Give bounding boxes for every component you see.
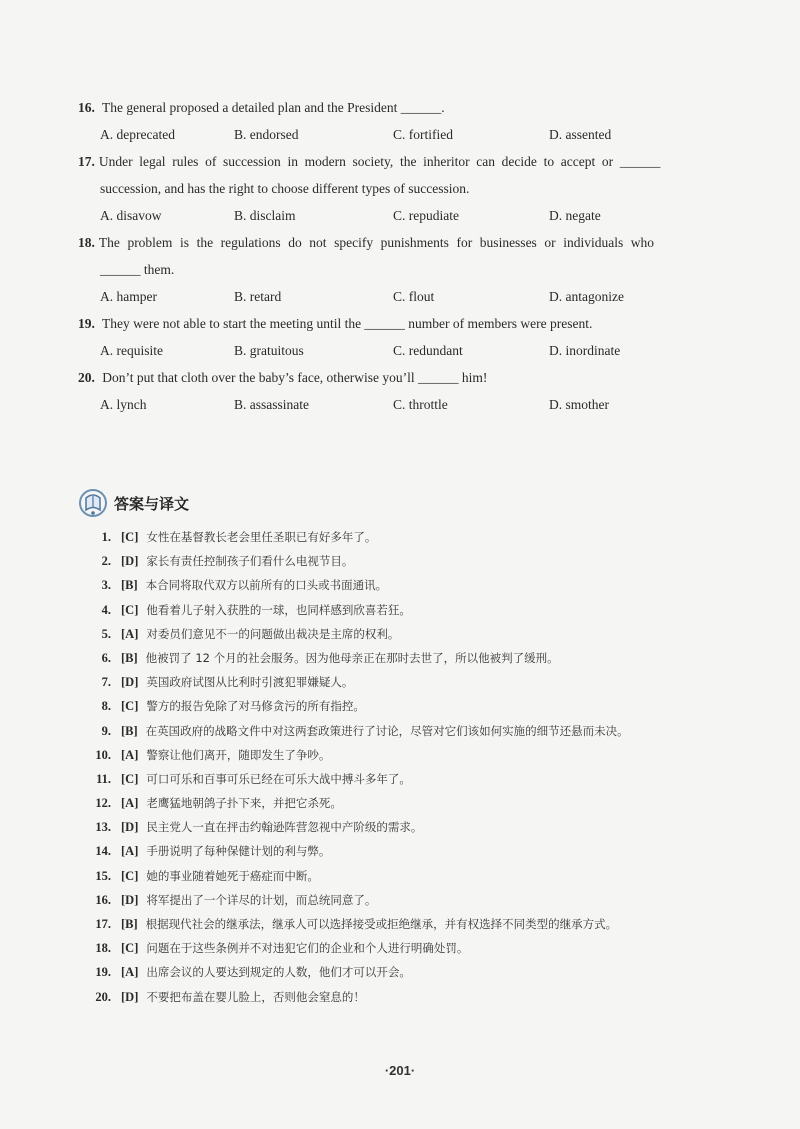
answer-translation: 可口可乐和百事可乐已经在可乐大战中搏斗多年了。 [146,771,411,786]
answer-letter: [D] [121,554,139,569]
question-number: 18. [78,235,95,250]
answer-number: 11. [96,771,111,786]
answer-letter: [A] [121,965,139,980]
question-16 [78,94,718,121]
answer-translation: 在英国政府的战略文件中对这两套政策进行了讨论，尽管对它们该如何实施的细节还悬而未决。 [145,723,629,738]
page-number: ·201· [384,1063,416,1078]
answer-item [86,985,746,1009]
answer-number: 14. [95,844,111,859]
question-stem-continued: ______ them. [100,262,175,277]
answer-letter: [D] [121,892,139,907]
answer-letter: [A] [121,844,139,859]
answer-translation: 问题在于这些条例并不对违犯它们的企业和个人进行明确处罚。 [146,941,469,956]
answer-item [86,694,746,718]
questions-section [78,94,718,418]
answer-letter: [D] [121,989,139,1004]
answer-item [86,743,746,767]
answer-translation: 根据现代社会的继承法，继承人可以选择接受或拒绝继承，并有权选择不同类型的继承方式。 [145,917,618,931]
answer-translation: 民主党人一直在抨击约翰逊阵营忽视中产阶级的需求。 [146,820,423,835]
question-stem: The general proposed a detailed plan and the President ______. [102,100,445,115]
answer-translation: 老鹰猛地朝鸽子扑下来，并把它杀死。 [146,796,342,811]
question-18 [78,229,718,256]
answer-number: 7. [101,675,111,690]
question-stem: They were not able to start the meeting until the ______ number of members were present. [102,316,593,331]
answer-translation: 他看着儿子射入获胜的一球，也同样感到欣喜若狂。 [146,602,411,617]
answer-number: 12. [95,796,111,811]
answer-translation: 手册说明了每种保健计划的利与弊。 [146,844,331,859]
answer-letter: [C] [121,699,139,714]
answer-translation: 将军提出了一个详尽的计划，而总统同意了。 [146,892,377,907]
answer-letter: [B] [121,723,138,738]
answer-item [86,960,746,984]
answer-item [86,815,746,839]
option-c: C. repudiate [393,208,459,223]
answer-translation: 警察让他们离开，随即发生了争吵。 [146,747,331,762]
answer-letter: [B] [121,917,138,931]
answer-item [86,573,746,597]
option-c: C. redundant [393,343,463,358]
answer-letter: [A] [121,796,139,811]
question-17 [78,148,718,175]
option-c: C. throttle [393,397,448,412]
answer-item [86,888,746,912]
answer-translation: 她的事业随着她死于癌症而中断。 [146,868,319,883]
answer-item [86,719,746,743]
answer-number: 8. [101,699,111,714]
answer-letter: [C] [121,602,139,617]
options-18 [78,283,718,310]
question-number: 20. [78,370,95,385]
answer-letter: [B] [121,578,138,593]
answer-item [86,549,746,573]
answer-item [86,598,746,622]
answers-list [86,525,746,1009]
answer-letter: [D] [121,820,139,835]
answer-book-icon [78,488,108,518]
answer-number: 1. [101,530,111,544]
option-b: B. gratuitous [234,343,304,358]
question-19 [78,310,718,337]
option-d: D. antagonize [549,289,624,304]
answer-letter: [D] [121,675,139,690]
option-d: D. inordinate [549,343,621,358]
answer-number: 9. [101,723,111,738]
answer-number: 19. [95,965,111,980]
option-c: C. flout [393,289,435,304]
answer-letter: [C] [121,868,139,883]
options-17 [78,202,718,229]
option-a: A. lynch [100,397,147,412]
question-stem: Under legal rules of succession in modern society, the inheritor can decide to accept or ______ [98,154,661,169]
answers-title: 答案与译文 [114,494,190,513]
answer-letter: [A] [121,626,139,641]
answer-item [86,767,746,791]
answers-header [78,488,189,518]
answer-translation: 女性在基督教长老会里任圣职已有好多年了。 [146,530,377,544]
answer-translation: 英国政府试图从比利时引渡犯罪嫌疑人。 [146,675,354,690]
answer-translation: 本合同将取代双方以前所有的口头或书面通讯。 [145,578,388,593]
answer-translation: 警方的报告免除了对马修贪污的所有指控。 [146,699,365,714]
answer-number: 18. [95,941,111,956]
answer-item [86,670,746,694]
answer-letter: [A] [121,747,139,762]
answer-number: 16. [95,892,111,907]
option-b: B. disclaim [234,208,296,223]
option-d: D. negate [549,208,601,223]
question-number: 16. [78,100,95,115]
answer-translation: 他被罚了 12 个月的社会服务。因为他母亲正在那时去世了，所以他被判了缓刑。 [145,650,559,665]
option-a: A. deprecated [100,127,175,142]
answer-item [86,791,746,815]
question-number: 19. [78,316,95,331]
answer-item [86,839,746,863]
answer-number: 13. [95,820,111,835]
option-d: D. assented [549,127,612,142]
answer-letter: [C] [121,530,139,544]
answer-number: 20. [95,989,111,1004]
answer-translation: 对委员们意见不一的问题做出裁决是主席的权利。 [146,626,400,641]
answer-number: 15. [95,868,111,883]
question-20 [78,364,718,391]
answer-translation: 不要把布盖在婴儿脸上，否则他会窒息的！ [146,989,365,1004]
answer-item [86,912,746,936]
answer-number: 17. [95,917,111,931]
answer-translation: 出席会议的人要达到规定的人数，他们才可以开会。 [146,965,411,980]
option-b: B. retard [234,289,282,304]
question-stem-continued: succession, and has the right to choose different types of succession. [100,181,470,196]
option-d: D. smother [549,397,609,412]
answer-number: 5. [101,626,111,641]
answer-translation: 家长有责任控制孩子们看什么电视节目。 [146,554,354,569]
question-number: 17. [78,154,95,169]
answer-item [86,864,746,888]
options-16 [78,121,718,148]
option-c: C. fortified [393,127,453,142]
answer-letter: [C] [121,941,139,956]
answer-item [86,525,746,549]
answer-letter: [C] [121,771,139,786]
option-b: B. assassinate [234,397,309,412]
answer-number: 6. [101,650,111,665]
options-20 [78,391,718,418]
answer-letter: [B] [121,650,138,665]
option-a: A. requisite [100,343,163,358]
option-a: A. disavow [100,208,162,223]
answer-number: 2. [101,554,111,569]
question-stem: The problem is the regulations do not specify punishments for businesses or individuals who [98,235,655,250]
answer-number: 10. [95,747,111,762]
options-19 [78,337,718,364]
option-b: B. endorsed [234,127,299,142]
answer-number: 4. [101,602,111,617]
option-a: A. hamper [100,289,157,304]
answer-item [86,646,746,670]
answer-item [86,936,746,960]
answer-number: 3. [101,578,111,593]
answer-item [86,622,746,646]
question-stem: Don’t put that cloth over the baby’s face, otherwise you’ll ______ him! [102,370,488,385]
